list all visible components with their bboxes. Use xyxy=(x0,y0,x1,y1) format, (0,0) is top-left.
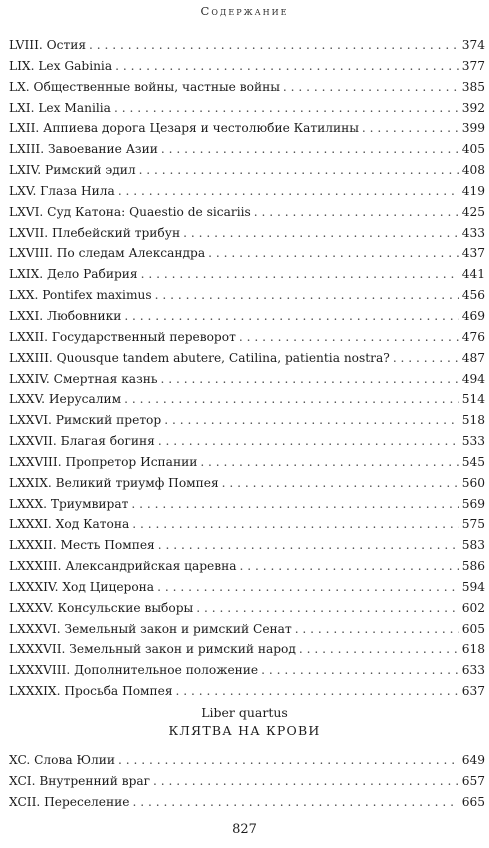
toc-leader-dots xyxy=(222,473,459,494)
toc-entry-title: LXXXI. Ход Катона xyxy=(9,517,130,532)
toc-entry xyxy=(9,285,485,306)
toc-entry-page: 476 xyxy=(461,329,485,344)
toc-entry-title: LXIV. Римский эдил xyxy=(9,163,136,178)
toc-leader-dots xyxy=(157,577,459,598)
toc-entry xyxy=(9,431,485,452)
toc-leader-dots xyxy=(254,202,459,223)
toc-leader-dots xyxy=(196,598,459,619)
toc-entry-title: LXXX. Триумвират xyxy=(9,496,129,511)
toc-entry xyxy=(9,494,485,515)
toc-entry-page: 433 xyxy=(461,225,485,240)
toc-entry-page: 586 xyxy=(461,559,485,574)
toc-leader-dots xyxy=(158,431,459,452)
toc-entry-page: 518 xyxy=(461,413,485,428)
toc-leader-dots xyxy=(208,243,459,264)
toc-entry-title: LXXII. Государственный переворот xyxy=(9,329,236,344)
toc-entry-page: 469 xyxy=(461,308,485,323)
toc-entry-page: 456 xyxy=(461,288,485,303)
toc-entry-title: LXVII. Плебейский трибун xyxy=(9,225,181,240)
toc-entry xyxy=(9,181,485,202)
toc-entry-page: 649 xyxy=(461,753,485,767)
toc-entry-page: 392 xyxy=(461,100,485,115)
toc-entry-page: 419 xyxy=(461,183,485,198)
page-number: 827 xyxy=(232,822,257,837)
toc-entry-page: 408 xyxy=(461,163,485,178)
toc-leader-dots xyxy=(200,452,458,473)
toc-leader-dots xyxy=(131,494,458,515)
toc-entry-title: LXXI. Любовники xyxy=(9,308,122,323)
toc-leader-dots xyxy=(160,369,458,390)
toc-leader-dots xyxy=(118,750,459,771)
toc-leader-dots xyxy=(283,77,459,98)
toc-leader-dots xyxy=(153,771,459,792)
toc-leader-dots xyxy=(115,56,459,77)
toc-entry-title: LXII. Аппиева дорога Цезаря и честолюбие Катилины xyxy=(9,121,359,136)
toc-entry-title: LXXVI. Римский претор xyxy=(9,413,162,428)
toc-leader-dots xyxy=(240,556,459,577)
part-heading xyxy=(0,704,489,740)
toc-entry-title: LXXXVII. Земельный закон и римский народ xyxy=(9,642,296,657)
toc-entry-title: LVIII. Остия xyxy=(9,38,87,52)
toc-leader-dots xyxy=(141,264,459,285)
toc-leader-dots xyxy=(155,285,459,306)
toc-entry-page: 374 xyxy=(461,38,485,52)
toc-entry-title: XCII. Переселение xyxy=(9,794,130,809)
toc-entry xyxy=(9,681,485,702)
toc-entry-page: 602 xyxy=(461,600,485,615)
toc-entry xyxy=(9,452,485,473)
toc-leader-dots xyxy=(118,181,459,202)
toc-entry-title: LXVI. Суд Катона: Quaestio de sicariis xyxy=(9,204,251,219)
toc-entry xyxy=(9,792,485,813)
toc-entry-title: LXXXIII. Александрийская царевна xyxy=(9,559,237,574)
toc-entry-page: 575 xyxy=(461,517,485,532)
running-header: Содержание xyxy=(200,4,289,18)
toc-entry-title: LXXXIV. Ход Цицерона xyxy=(9,579,155,594)
toc-entry xyxy=(9,369,485,390)
toc-entry-title: LXV. Глаза Нила xyxy=(9,183,115,198)
toc-leader-dots xyxy=(239,327,459,348)
toc-entry xyxy=(9,514,485,535)
toc-entry-title: LXXXII. Месть Помпея xyxy=(9,538,155,553)
toc-entry-title: LXXXVI. Земельный закон и римский Сенат xyxy=(9,621,292,636)
toc-entry xyxy=(9,556,485,577)
toc-entry xyxy=(9,306,485,327)
toc-leader-dots xyxy=(261,660,459,681)
toc-list-part4 xyxy=(9,750,485,813)
toc-entry-page: 425 xyxy=(461,204,485,219)
toc-entry xyxy=(9,639,485,660)
toc-leader-dots xyxy=(124,389,459,410)
toc-entry xyxy=(9,598,485,619)
toc-leader-dots xyxy=(132,792,458,813)
toc-entry xyxy=(9,56,485,77)
toc-entry xyxy=(9,327,485,348)
toc-entry xyxy=(9,35,485,56)
toc-leader-dots xyxy=(124,306,458,327)
toc-entry xyxy=(9,223,485,244)
toc-entry-page: 441 xyxy=(461,267,485,282)
toc-entry xyxy=(9,577,485,598)
part-title: КЛЯТВА НА КРОВИ xyxy=(168,723,321,738)
toc-entry-page: 560 xyxy=(461,475,485,490)
toc-entry xyxy=(9,771,485,792)
toc-leader-dots xyxy=(362,118,459,139)
toc-entry-title: LXXVIII. Пропретор Испании xyxy=(9,454,198,469)
toc-leader-dots xyxy=(299,639,459,660)
toc-entry-page: 545 xyxy=(461,454,485,469)
toc-leader-dots xyxy=(393,348,459,369)
toc-entry-title: LXXXIX. Просьба Помпея xyxy=(9,684,173,699)
toc-entry-title: LXX. Pontifex maximus xyxy=(9,288,152,303)
toc-entry-page: 405 xyxy=(461,142,485,157)
toc-entry-page: 533 xyxy=(461,434,485,449)
toc-entry-page: 569 xyxy=(461,496,485,511)
toc-entry-page: 437 xyxy=(461,246,485,261)
toc-entry-title: LXVIII. По следам Александра xyxy=(9,246,206,261)
toc-entry xyxy=(9,619,485,640)
toc-entry-page: 377 xyxy=(461,58,485,73)
toc-entry xyxy=(9,98,485,119)
toc-leader-dots xyxy=(139,160,459,181)
toc-entry-page: 594 xyxy=(461,579,485,594)
toc-entry-title: XC. Слова Юлии xyxy=(9,753,116,767)
toc-entry-title: LIX. Lex Gabinia xyxy=(9,58,113,73)
toc-entry-title: LXXXV. Консульские выборы xyxy=(9,600,194,615)
toc-entry xyxy=(9,410,485,431)
toc-entry-page: 618 xyxy=(461,642,485,657)
toc-leader-dots xyxy=(176,681,459,702)
toc-leader-dots xyxy=(89,35,459,56)
toc-list-part3 xyxy=(9,35,485,702)
toc-entry-title: LX. Общественные войны, частные войны xyxy=(9,79,280,94)
toc-leader-dots xyxy=(183,223,459,244)
toc-entry xyxy=(9,473,485,494)
toc-entry-page: 514 xyxy=(461,392,485,407)
toc-entry-page: 583 xyxy=(461,538,485,553)
toc-entry xyxy=(9,750,485,771)
toc-leader-dots xyxy=(295,619,459,640)
toc-entry xyxy=(9,660,485,681)
toc-entry-title: LXXIX. Великий триумф Помпея xyxy=(9,475,219,490)
toc-entry xyxy=(9,160,485,181)
toc-entry xyxy=(9,118,485,139)
toc-leader-dots xyxy=(161,139,459,160)
toc-entry-page: 657 xyxy=(461,773,485,788)
toc-leader-dots xyxy=(158,535,459,556)
toc-entry xyxy=(9,348,485,369)
toc-entry-page: 487 xyxy=(461,350,485,365)
toc-leader-dots xyxy=(132,514,458,535)
toc-leader-dots xyxy=(164,410,459,431)
toc-entry-title: XCI. Внутренний враг xyxy=(9,773,151,788)
toc-entry-page: 494 xyxy=(461,371,485,386)
toc-entry xyxy=(9,202,485,223)
toc-entry-title: LXIX. Дело Рабирия xyxy=(9,267,138,282)
toc-entry-page: 637 xyxy=(461,684,485,699)
toc-entry xyxy=(9,535,485,556)
toc-entry-page: 399 xyxy=(461,121,485,136)
toc-entry-title: LXXIII. Quousque tandem abutere, Catilina, patientia nostra? xyxy=(9,350,390,365)
part-label: Liber quartus xyxy=(201,705,288,720)
toc-entry-page: 385 xyxy=(461,79,485,94)
toc-entry-title: LXIII. Завоевание Азии xyxy=(9,142,158,157)
toc-leader-dots xyxy=(114,98,459,119)
toc-entry xyxy=(9,264,485,285)
toc-entry-page: 605 xyxy=(461,621,485,636)
toc-entry-page: 665 xyxy=(461,794,485,809)
toc-entry-title: LXXVII. Благая богиня xyxy=(9,434,155,449)
toc-entry xyxy=(9,389,485,410)
toc-entry-page: 633 xyxy=(461,663,485,678)
toc-entry xyxy=(9,77,485,98)
toc-entry-title: LXXXVIII. Дополнительное положение xyxy=(9,663,259,678)
toc-entry xyxy=(9,139,485,160)
toc-entry xyxy=(9,243,485,264)
toc-entry-title: LXI. Lex Manilia xyxy=(9,100,111,115)
toc-entry-title: LXXV. Иерусалим xyxy=(9,392,122,407)
toc-entry-title: LXXIV. Смертная казнь xyxy=(9,371,158,386)
